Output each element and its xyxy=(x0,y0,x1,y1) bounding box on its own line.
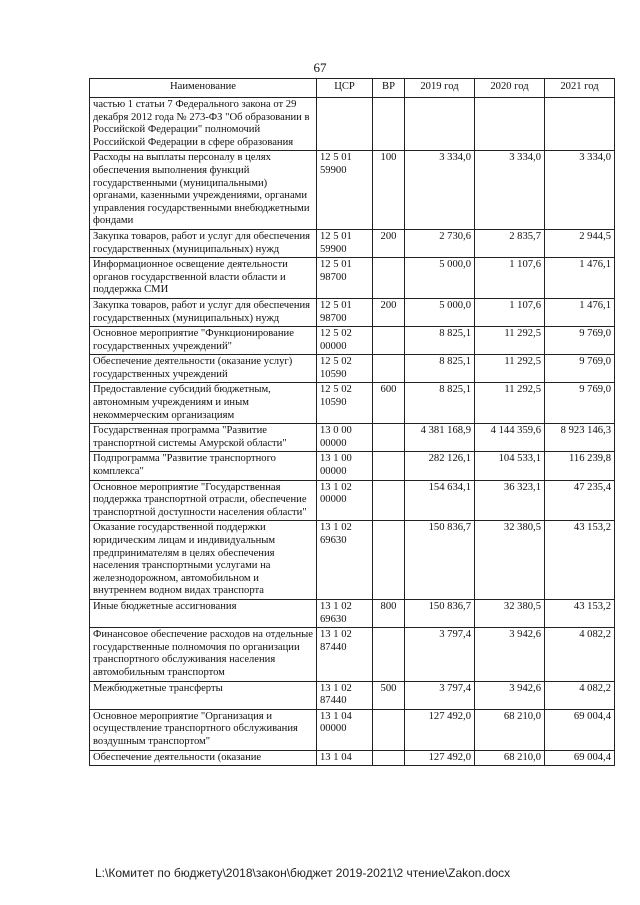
row-name: частью 1 статьи 7 Федерального закона от 29 декабря 2012 года № 273-ФЗ "Об образовании в Российской Федерации" полномочий Российской Федерации в сфере образования xyxy=(90,98,317,151)
row-name: Закупка товаров, работ и услуг для обеспечения государственных (муниципальных) нужд xyxy=(90,298,317,326)
row-2019: 4 381 168,9 xyxy=(405,424,475,452)
header-2021: 2021 год xyxy=(545,79,615,98)
row-2021: 1 476,1 xyxy=(545,258,615,299)
row-name: Межбюджетные трансферты xyxy=(90,681,317,709)
row-2019: 5 000,0 xyxy=(405,298,475,326)
row-csr: 13 1 02 69630 xyxy=(317,521,373,600)
row-csr: 13 1 04 00000 xyxy=(317,709,373,750)
row-name: Подпрограмма "Развитие транспортного комплекса" xyxy=(90,452,317,480)
table-row xyxy=(90,355,615,383)
row-2020: 3 942,6 xyxy=(475,628,545,681)
row-vr xyxy=(373,452,405,480)
table-row xyxy=(90,681,615,709)
row-vr: 600 xyxy=(373,383,405,424)
table-row xyxy=(90,229,615,257)
row-2020: 3 942,6 xyxy=(475,681,545,709)
row-vr: 500 xyxy=(373,681,405,709)
row-name: Расходы на выплаты персоналу в целях обеспечения выполнения функций государственными (муниципальными) органами, казенными учреждениями, органами управления государственными внебюджетными фондами xyxy=(90,151,317,230)
row-2019: 3 797,4 xyxy=(405,628,475,681)
header-2020: 2020 год xyxy=(475,79,545,98)
row-2019: 3 334,0 xyxy=(405,151,475,230)
row-2020: 68 210,0 xyxy=(475,750,545,766)
table-row xyxy=(90,258,615,299)
row-csr xyxy=(317,98,373,151)
row-name: Информационное освещение деятельности органов государственной власти области и поддержка СМИ xyxy=(90,258,317,299)
row-2020 xyxy=(475,98,545,151)
header-name: Наименование xyxy=(90,79,317,98)
table-row xyxy=(90,298,615,326)
table-row xyxy=(90,599,615,627)
table-row xyxy=(90,383,615,424)
row-2021: 69 004,4 xyxy=(545,709,615,750)
row-2019: 127 492,0 xyxy=(405,709,475,750)
row-2021: 9 769,0 xyxy=(545,383,615,424)
row-2021: 9 769,0 xyxy=(545,327,615,355)
row-vr xyxy=(373,709,405,750)
row-name: Оказание государственной поддержки юридическим лицам и индивидуальным предпринимателям в целях обеспечения населения транспортными услугами на железнодорожном, автомобильном и внутреннем водном видах транспорта xyxy=(90,521,317,600)
row-2021 xyxy=(545,98,615,151)
row-csr: 13 1 04 xyxy=(317,750,373,766)
row-csr: 13 0 00 00000 xyxy=(317,424,373,452)
row-csr: 12 5 01 98700 xyxy=(317,258,373,299)
footer-file-path: L:\Комитет по бюджету\2018\закон\бюджет 2019-2021\2 чтение\Zakon.docx xyxy=(95,866,511,880)
row-2021: 2 944,5 xyxy=(545,229,615,257)
row-2019 xyxy=(405,98,475,151)
row-2020: 11 292,5 xyxy=(475,355,545,383)
row-name: Основное мероприятие "Организация и осуществление транспортного обслуживания воздушным транспортом" xyxy=(90,709,317,750)
row-csr: 13 1 02 87440 xyxy=(317,628,373,681)
row-2020: 1 107,6 xyxy=(475,258,545,299)
row-2020: 4 144 359,6 xyxy=(475,424,545,452)
row-vr xyxy=(373,628,405,681)
row-2019: 154 634,1 xyxy=(405,480,475,521)
row-name: Предоставление субсидий бюджетным, автономным учреждениям и иным некоммерческим организациям xyxy=(90,383,317,424)
row-vr xyxy=(373,480,405,521)
row-vr xyxy=(373,355,405,383)
row-name: Закупка товаров, работ и услуг для обеспечения государственных (муниципальных) нужд xyxy=(90,229,317,257)
table-row xyxy=(90,480,615,521)
row-2020: 32 380,5 xyxy=(475,599,545,627)
table-row xyxy=(90,151,615,230)
table-row xyxy=(90,452,615,480)
row-csr: 12 5 01 59900 xyxy=(317,151,373,230)
row-2020: 11 292,5 xyxy=(475,327,545,355)
row-2020: 36 323,1 xyxy=(475,480,545,521)
row-2021: 4 082,2 xyxy=(545,628,615,681)
table-header-row xyxy=(90,79,615,98)
page-number: 67 xyxy=(313,60,327,75)
row-2019: 8 825,1 xyxy=(405,383,475,424)
table-row xyxy=(90,709,615,750)
row-name: Обеспечение деятельности (оказание xyxy=(90,750,317,766)
row-2020: 11 292,5 xyxy=(475,383,545,424)
row-2021: 8 923 146,3 xyxy=(545,424,615,452)
row-name: Иные бюджетные ассигнования xyxy=(90,599,317,627)
row-2020: 32 380,5 xyxy=(475,521,545,600)
row-2019: 150 836,7 xyxy=(405,599,475,627)
row-name: Основное мероприятие "Функционирование государственных учреждений" xyxy=(90,327,317,355)
table-row xyxy=(90,424,615,452)
row-2019: 3 797,4 xyxy=(405,681,475,709)
row-vr xyxy=(373,424,405,452)
row-vr: 100 xyxy=(373,151,405,230)
row-2021: 1 476,1 xyxy=(545,298,615,326)
table-row xyxy=(90,628,615,681)
row-2020: 104 533,1 xyxy=(475,452,545,480)
row-name: Государственная программа "Развитие транспортной системы Амурской области" xyxy=(90,424,317,452)
row-csr: 12 5 02 00000 xyxy=(317,327,373,355)
table-row xyxy=(90,327,615,355)
row-csr: 13 1 02 69630 xyxy=(317,599,373,627)
row-name: Обеспечение деятельности (оказание услуг) государственных учреждений xyxy=(90,355,317,383)
row-vr xyxy=(373,750,405,766)
row-2019: 8 825,1 xyxy=(405,355,475,383)
row-csr: 12 5 02 10590 xyxy=(317,383,373,424)
row-2020: 1 107,6 xyxy=(475,298,545,326)
row-2019: 127 492,0 xyxy=(405,750,475,766)
row-csr: 12 5 01 98700 xyxy=(317,298,373,326)
table-row xyxy=(90,521,615,600)
row-2021: 4 082,2 xyxy=(545,681,615,709)
row-vr: 200 xyxy=(373,298,405,326)
row-vr xyxy=(373,327,405,355)
row-2021: 116 239,8 xyxy=(545,452,615,480)
header-2019: 2019 год xyxy=(405,79,475,98)
row-2020: 3 334,0 xyxy=(475,151,545,230)
row-2021: 3 334,0 xyxy=(545,151,615,230)
table-row xyxy=(90,98,615,151)
row-csr: 12 5 02 10590 xyxy=(317,355,373,383)
row-2021: 9 769,0 xyxy=(545,355,615,383)
row-2019: 282 126,1 xyxy=(405,452,475,480)
row-2021: 43 153,2 xyxy=(545,599,615,627)
row-csr: 13 1 02 00000 xyxy=(317,480,373,521)
row-2019: 8 825,1 xyxy=(405,327,475,355)
row-csr: 12 5 01 59900 xyxy=(317,229,373,257)
row-2021: 69 004,4 xyxy=(545,750,615,766)
row-vr: 800 xyxy=(373,599,405,627)
row-vr xyxy=(373,98,405,151)
row-2021: 47 235,4 xyxy=(545,480,615,521)
row-name: Основное мероприятие "Государственная поддержка транспортной отрасли, обеспечение транспортной доступности населения области" xyxy=(90,480,317,521)
row-csr: 13 1 02 87440 xyxy=(317,681,373,709)
row-2019: 2 730,6 xyxy=(405,229,475,257)
row-2020: 2 835,7 xyxy=(475,229,545,257)
header-vr: ВР xyxy=(373,79,405,98)
row-vr: 200 xyxy=(373,229,405,257)
budget-table xyxy=(89,78,615,766)
row-name: Финансовое обеспечение расходов на отдельные государственные полномочия по организации транспортного обслуживания населения автомобильным транспортом xyxy=(90,628,317,681)
row-2019: 5 000,0 xyxy=(405,258,475,299)
row-csr: 13 1 00 00000 xyxy=(317,452,373,480)
table-row xyxy=(90,750,615,766)
row-2021: 43 153,2 xyxy=(545,521,615,600)
row-2019: 150 836,7 xyxy=(405,521,475,600)
row-vr xyxy=(373,521,405,600)
header-csr: ЦСР xyxy=(317,79,373,98)
row-2020: 68 210,0 xyxy=(475,709,545,750)
row-vr xyxy=(373,258,405,299)
